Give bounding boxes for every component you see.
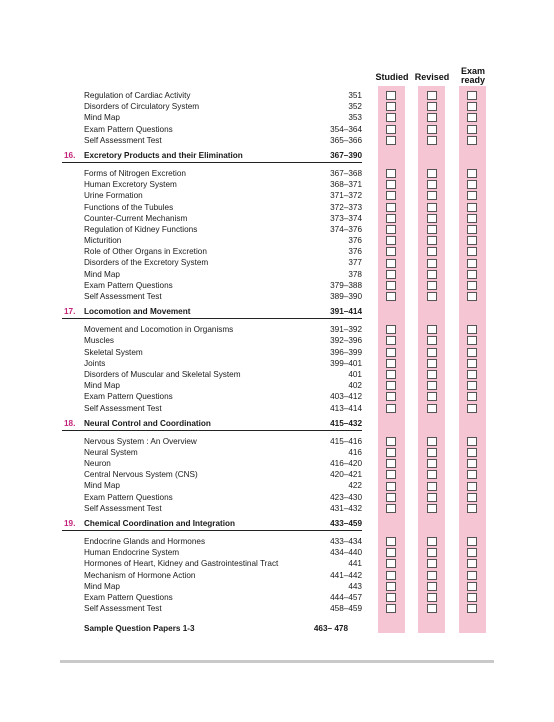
studied-checkbox[interactable] xyxy=(386,336,396,345)
toc-label: Human Excretory System xyxy=(84,180,177,190)
revised-checkbox[interactable] xyxy=(427,404,437,413)
studied-checkbox[interactable] xyxy=(386,404,396,413)
revised-checkbox[interactable] xyxy=(427,470,437,479)
toc-label: Skeletal System xyxy=(84,347,143,357)
chapter-number: 19. xyxy=(64,519,76,528)
exam-ready-checkbox[interactable] xyxy=(467,113,477,122)
revised-checkbox[interactable] xyxy=(427,504,437,513)
toc-page-range: 396–399 xyxy=(330,347,362,357)
toc-page-range: 389–390 xyxy=(330,292,362,301)
revised-checkbox[interactable] xyxy=(427,381,437,390)
toc-label: Counter-Current Mechanism xyxy=(84,213,188,223)
chapter-heading xyxy=(62,518,362,531)
exam-ready-checkbox[interactable] xyxy=(467,336,477,345)
toc-label: Locomotion and Movement xyxy=(84,307,191,317)
revised-checkbox[interactable] xyxy=(427,448,437,457)
toc-page-range: 352 xyxy=(348,102,362,112)
studied-checkbox[interactable] xyxy=(386,169,396,178)
toc-item xyxy=(62,135,362,146)
toc-item xyxy=(62,380,362,391)
studied-checkbox[interactable] xyxy=(386,325,396,334)
exam-ready-checkbox[interactable] xyxy=(467,437,477,446)
toc-page-range: 391–392 xyxy=(330,325,362,335)
toc-label: Self Assessment Test xyxy=(84,292,162,301)
studied-checkbox[interactable] xyxy=(386,136,396,145)
studied-checkbox[interactable] xyxy=(386,493,396,502)
toc-page-range: 391–414 xyxy=(330,307,362,317)
toc-item xyxy=(62,335,362,346)
toc-item xyxy=(62,101,362,112)
sample-papers-row xyxy=(62,623,362,634)
studied-checkbox[interactable] xyxy=(386,582,396,591)
exam-ready-checkbox[interactable] xyxy=(467,348,477,357)
toc-item xyxy=(62,603,362,614)
revised-checkbox[interactable] xyxy=(427,482,437,491)
toc-label: Disorders of Muscular and Skeletal System xyxy=(84,369,241,379)
exam-ready-checkbox[interactable] xyxy=(467,504,477,513)
exam-ready-checkbox[interactable] xyxy=(467,292,477,301)
toc-item xyxy=(62,391,362,402)
toc-page-range: 379–388 xyxy=(330,280,362,290)
toc-label: Exam Pattern Questions xyxy=(84,492,173,502)
toc-item xyxy=(62,202,362,213)
toc-label: Neural Control and Coordination xyxy=(84,418,211,428)
chapter-number: 16. xyxy=(64,150,76,160)
exam-ready-checkbox[interactable] xyxy=(467,325,477,334)
toc-label: Joints xyxy=(84,358,106,368)
toc-page-range: 378 xyxy=(348,269,362,279)
toc-label: Exam Pattern Questions xyxy=(84,124,173,134)
toc-page-range: 372–373 xyxy=(330,202,362,212)
chapter-heading xyxy=(62,418,362,431)
toc-label: Role of Other Organs in Excretion xyxy=(84,247,207,257)
toc-label: Disorders of the Excretory System xyxy=(84,258,209,268)
toc-item xyxy=(62,246,362,257)
toc-page-range: 431–432 xyxy=(330,503,362,513)
revised-checkbox[interactable] xyxy=(427,225,437,234)
toc-item xyxy=(62,436,362,447)
toc-label: Self Assessment Test xyxy=(84,135,162,145)
studied-checkbox[interactable] xyxy=(386,191,396,200)
exam-ready-checkbox[interactable] xyxy=(467,203,477,212)
studied-checkbox[interactable] xyxy=(386,470,396,479)
studied-checkbox[interactable] xyxy=(386,270,396,279)
revised-checkbox[interactable] xyxy=(427,203,437,212)
exam-ready-checkbox[interactable] xyxy=(467,259,477,268)
revised-checkbox[interactable] xyxy=(427,493,437,502)
toc-label: Neural System xyxy=(84,447,138,457)
revised-checkbox[interactable] xyxy=(427,91,437,100)
revised-checkbox[interactable] xyxy=(427,559,437,568)
exam-ready-checkbox[interactable] xyxy=(467,180,477,189)
toc-label: Mind Map xyxy=(84,269,120,279)
toc-item xyxy=(62,358,362,369)
toc-item xyxy=(62,547,362,558)
studied-checkbox[interactable] xyxy=(386,459,396,468)
toc-page-range: 433–434 xyxy=(330,537,362,546)
chapter-number: 18. xyxy=(64,418,76,428)
toc-item xyxy=(62,235,362,246)
exam-ready-checkbox[interactable] xyxy=(467,470,477,479)
toc-label: Nervous System : An Overview xyxy=(84,436,197,446)
toc-item xyxy=(62,536,362,547)
studied-checkbox[interactable] xyxy=(386,203,396,212)
exam-ready-header-line1: Exam xyxy=(460,66,486,76)
toc-label: Exam Pattern Questions xyxy=(84,280,173,290)
exam-ready-checkbox[interactable] xyxy=(467,604,477,613)
toc-page-range: 441–442 xyxy=(330,570,362,580)
toc-item xyxy=(62,458,362,469)
toc-item xyxy=(62,291,362,302)
toc-page-range: 434–440 xyxy=(330,548,362,558)
toc-label: Movement and Locomotion in Organisms xyxy=(84,325,234,335)
toc-item xyxy=(62,112,362,123)
toc-page-range: 403–412 xyxy=(330,392,362,402)
toc-item xyxy=(62,503,362,514)
toc-item xyxy=(62,213,362,224)
studied-checkbox[interactable] xyxy=(386,504,396,513)
studied-checkbox[interactable] xyxy=(386,125,396,134)
toc-item xyxy=(62,469,362,480)
studied-checkbox[interactable] xyxy=(386,348,396,357)
exam-ready-checkbox[interactable] xyxy=(467,214,477,223)
exam-ready-header xyxy=(453,67,493,85)
studied-checkbox[interactable] xyxy=(386,392,396,401)
chapter-heading xyxy=(62,306,362,319)
revised-checkbox[interactable] xyxy=(427,281,437,290)
toc-item xyxy=(62,179,362,190)
toc-item xyxy=(62,280,362,291)
studied-checkbox[interactable] xyxy=(386,113,396,122)
toc-page-range: 368–371 xyxy=(330,180,362,190)
studied-checkbox[interactable] xyxy=(386,370,396,379)
toc-label: Endocrine Glands and Hormones xyxy=(84,537,206,546)
exam-ready-checkbox[interactable] xyxy=(467,359,477,368)
toc-page-range: 373–374 xyxy=(330,213,362,223)
exam-ready-checkbox[interactable] xyxy=(467,404,477,413)
toc-label: Forms of Nitrogen Excretion xyxy=(84,168,186,178)
toc-page-range: 401 xyxy=(348,369,362,379)
revised-checkbox[interactable] xyxy=(427,214,437,223)
toc-page-range: 458–459 xyxy=(330,604,362,614)
studied-checkbox[interactable] xyxy=(386,559,396,568)
revised-checkbox[interactable] xyxy=(427,180,437,189)
studied-checkbox[interactable] xyxy=(386,247,396,256)
toc-page-range: 371–372 xyxy=(330,191,362,201)
revised-checkbox[interactable] xyxy=(427,259,437,268)
chapter-number: 17. xyxy=(64,307,76,317)
exam-ready-checkbox[interactable] xyxy=(467,370,477,379)
revised-checkbox[interactable] xyxy=(427,125,437,134)
studied-checkbox[interactable] xyxy=(386,292,396,301)
studied-checkbox[interactable] xyxy=(386,259,396,268)
toc-label: Neuron xyxy=(84,459,111,469)
studied-checkbox[interactable] xyxy=(386,102,396,111)
toc-page-range: 413–414 xyxy=(330,403,362,413)
toc-item xyxy=(62,558,362,569)
exam-ready-checkbox[interactable] xyxy=(467,169,477,178)
exam-ready-checkbox[interactable] xyxy=(467,593,477,602)
revised-checkbox[interactable] xyxy=(427,370,437,379)
toc-label: Mind Map xyxy=(84,381,120,391)
toc-page-range: 376 xyxy=(348,247,362,257)
toc-item xyxy=(62,592,362,603)
toc-item xyxy=(62,581,362,592)
toc-item xyxy=(62,347,362,358)
toc-label: Mind Map xyxy=(84,481,120,491)
toc-label: Muscles xyxy=(84,336,115,346)
toc-page-range: 416–420 xyxy=(330,459,362,469)
toc-page-range: 422 xyxy=(348,481,362,491)
toc-label: Self Assessment Test xyxy=(84,604,162,614)
studied-checkbox[interactable] xyxy=(386,91,396,100)
toc-item xyxy=(62,492,362,503)
toc-label: Urine Formation xyxy=(84,191,143,201)
studied-checkbox[interactable] xyxy=(386,180,396,189)
revised-checkbox[interactable] xyxy=(427,593,437,602)
toc-page-range: 415–416 xyxy=(330,436,362,446)
toc-page-range: 392–396 xyxy=(330,336,362,346)
studied-checkbox[interactable] xyxy=(386,593,396,602)
toc-label: Mind Map xyxy=(84,113,120,123)
toc-page-range: 377 xyxy=(348,258,362,268)
exam-ready-checkbox[interactable] xyxy=(467,537,477,546)
toc-page-range: 444–457 xyxy=(330,592,362,602)
exam-ready-checkbox[interactable] xyxy=(467,571,477,580)
toc-item xyxy=(62,324,362,335)
toc-item xyxy=(62,570,362,581)
exam-ready-checkbox[interactable] xyxy=(467,236,477,245)
exam-ready-checkbox[interactable] xyxy=(467,582,477,591)
toc-page-range: 415–432 xyxy=(330,418,362,428)
revised-checkbox[interactable] xyxy=(427,236,437,245)
toc-page-range: 402 xyxy=(348,381,362,391)
exam-ready-checkbox[interactable] xyxy=(467,125,477,134)
toc-label: Excretory Products and their Elimination xyxy=(84,150,243,160)
revised-checkbox[interactable] xyxy=(427,247,437,256)
studied-checkbox[interactable] xyxy=(386,359,396,368)
toc-page-range: 399–401 xyxy=(330,358,362,368)
toc-page-range: 423–430 xyxy=(330,492,362,502)
studied-checkbox[interactable] xyxy=(386,236,396,245)
exam-ready-checkbox[interactable] xyxy=(467,102,477,111)
toc-item xyxy=(62,447,362,458)
toc-label: Exam Pattern Questions xyxy=(84,592,173,602)
revised-header: Revised xyxy=(414,72,450,82)
toc-item xyxy=(62,257,362,268)
revised-checkbox[interactable] xyxy=(427,604,437,613)
revised-checkbox[interactable] xyxy=(427,169,437,178)
exam-ready-checkbox[interactable] xyxy=(467,548,477,557)
revised-checkbox[interactable] xyxy=(427,336,437,345)
revised-checkbox[interactable] xyxy=(427,537,437,546)
revised-checkbox[interactable] xyxy=(427,270,437,279)
exam-ready-checkbox[interactable] xyxy=(467,448,477,457)
toc-label: Disorders of Circulatory System xyxy=(84,102,200,112)
revised-checkbox[interactable] xyxy=(427,437,437,446)
revised-checkbox[interactable] xyxy=(427,571,437,580)
toc-page-range: 416 xyxy=(348,447,362,457)
toc-page-range: 374–376 xyxy=(330,224,362,234)
revised-checkbox[interactable] xyxy=(427,392,437,401)
toc-label: Functions of the Tubules xyxy=(84,202,174,212)
revised-checkbox[interactable] xyxy=(427,348,437,357)
toc-label: Micturition xyxy=(84,236,122,246)
exam-ready-checkbox[interactable] xyxy=(467,281,477,290)
toc-item xyxy=(62,124,362,135)
toc-label: Regulation of Kidney Functions xyxy=(84,224,198,234)
toc-page-range: 420–421 xyxy=(330,470,362,480)
toc-page-range: 353 xyxy=(348,113,362,123)
toc-page-range: 365–366 xyxy=(330,135,362,145)
exam-ready-checkbox[interactable] xyxy=(467,381,477,390)
toc-item xyxy=(62,90,362,101)
studied-checkbox[interactable] xyxy=(386,548,396,557)
toc-item xyxy=(62,168,362,179)
exam-ready-checkbox[interactable] xyxy=(467,91,477,100)
toc-page-range: 443 xyxy=(348,581,362,591)
toc-label: Chemical Coordination and Integration xyxy=(84,519,236,528)
toc-page-range: 376 xyxy=(348,236,362,246)
toc-item xyxy=(62,369,362,380)
studied-checkbox[interactable] xyxy=(386,214,396,223)
exam-ready-checkbox[interactable] xyxy=(467,459,477,468)
revised-checkbox[interactable] xyxy=(427,459,437,468)
toc-item xyxy=(62,190,362,201)
studied-checkbox[interactable] xyxy=(386,437,396,446)
table-of-contents xyxy=(62,90,362,635)
exam-ready-checkbox[interactable] xyxy=(467,493,477,502)
toc-label: Central Nervous System (CNS) xyxy=(84,470,198,480)
toc-item xyxy=(62,269,362,280)
studied-checkbox[interactable] xyxy=(386,482,396,491)
studied-checkbox[interactable] xyxy=(386,281,396,290)
toc-item xyxy=(62,480,362,491)
toc-label: Self Assessment Test xyxy=(84,403,162,413)
studied-checkbox[interactable] xyxy=(386,537,396,546)
chapter-heading xyxy=(62,150,362,163)
toc-page-range: 354–364 xyxy=(330,124,362,134)
revised-checkbox[interactable] xyxy=(427,359,437,368)
toc-label: Sample Question Papers 1-3 xyxy=(84,624,195,634)
toc-item xyxy=(62,224,362,235)
toc-label: Human Endocrine System xyxy=(84,548,180,558)
revised-checkbox[interactable] xyxy=(427,582,437,591)
exam-ready-checkbox[interactable] xyxy=(467,247,477,256)
toc-label: Mind Map xyxy=(84,581,120,591)
studied-checkbox[interactable] xyxy=(386,381,396,390)
revised-checkbox[interactable] xyxy=(427,548,437,557)
toc-page-range: 441 xyxy=(348,559,362,569)
toc-page-range: 367–390 xyxy=(330,150,362,160)
revised-checkbox[interactable] xyxy=(427,292,437,301)
exam-ready-checkbox[interactable] xyxy=(467,270,477,279)
toc-page-range: 463– 478 xyxy=(313,624,348,634)
exam-ready-checkbox[interactable] xyxy=(467,225,477,234)
toc-label: Mechanism of Hormone Action xyxy=(84,570,196,580)
toc-label: Exam Pattern Questions xyxy=(84,392,173,402)
exam-ready-checkbox[interactable] xyxy=(467,191,477,200)
toc-label: Self Assessment Test xyxy=(84,503,162,513)
toc-page-range: 433–459 xyxy=(330,519,362,528)
studied-checkbox[interactable] xyxy=(386,571,396,580)
exam-ready-header-line2: ready xyxy=(460,75,486,85)
studied-checkbox[interactable] xyxy=(386,225,396,234)
studied-header: Studied xyxy=(375,72,409,82)
toc-item xyxy=(62,403,362,414)
revised-checkbox[interactable] xyxy=(427,191,437,200)
exam-ready-checkbox[interactable] xyxy=(467,392,477,401)
toc-label: Hormones of Heart, Kidney and Gastrointestinal Tract xyxy=(84,559,279,569)
revised-checkbox[interactable] xyxy=(427,325,437,334)
exam-ready-checkbox[interactable] xyxy=(467,136,477,145)
exam-ready-checkbox[interactable] xyxy=(467,559,477,568)
toc-page-range: 351 xyxy=(348,91,362,100)
toc-label: Regulation of Cardiac Activity xyxy=(84,91,191,100)
toc-page-range: 367–368 xyxy=(330,168,362,178)
exam-ready-checkbox[interactable] xyxy=(467,482,477,491)
revised-checkbox[interactable] xyxy=(427,102,437,111)
revised-checkbox[interactable] xyxy=(427,113,437,122)
revised-checkbox[interactable] xyxy=(427,136,437,145)
studied-checkbox[interactable] xyxy=(386,604,396,613)
studied-checkbox[interactable] xyxy=(386,448,396,457)
